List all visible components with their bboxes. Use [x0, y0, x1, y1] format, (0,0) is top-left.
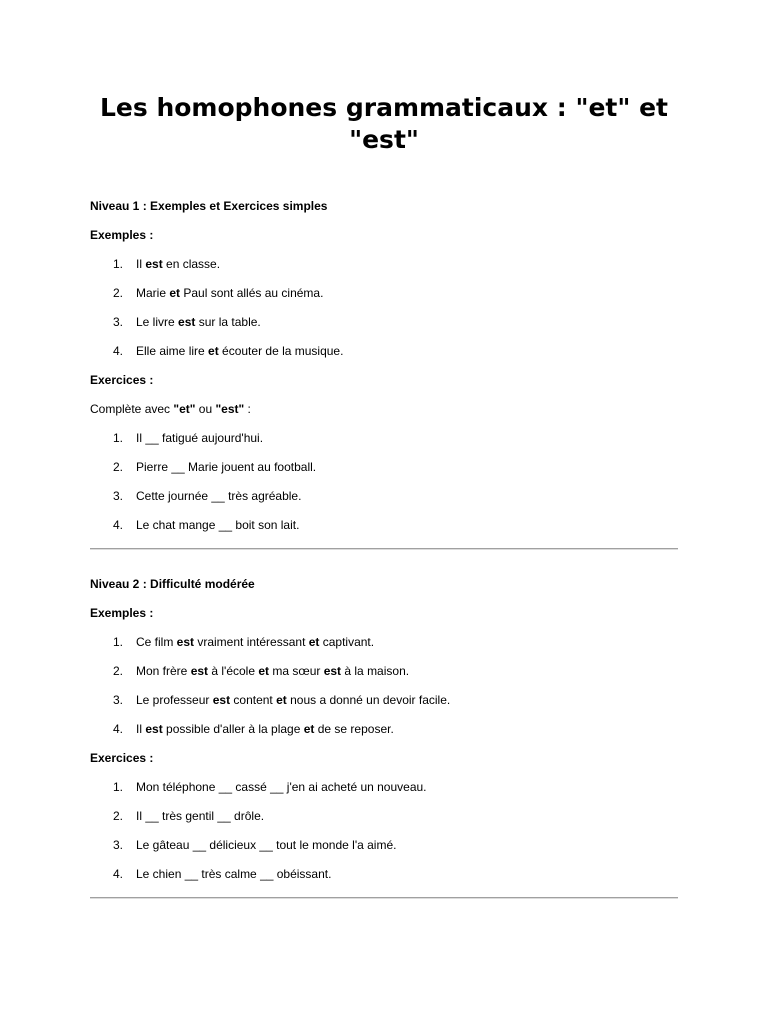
bold-keyword: et	[303, 722, 315, 736]
text-segment: ma sœur	[269, 664, 324, 678]
bold-keyword: "est"	[215, 402, 245, 416]
text-segment: Il	[136, 257, 146, 271]
item-number: 4.	[112, 867, 123, 881]
text-segment: à l'école	[208, 664, 259, 678]
item-text	[136, 257, 220, 271]
item-text	[136, 809, 264, 823]
item-text	[136, 431, 263, 445]
text-segment: Marie	[136, 286, 170, 300]
item-number: 2.	[112, 286, 123, 300]
bold-keyword: et	[308, 635, 320, 649]
text-segment: captivant.	[319, 635, 375, 649]
text-segment: Complète avec	[90, 402, 174, 416]
text-segment: écouter de la musique.	[218, 344, 344, 358]
text-segment: possible d'aller à la plage	[162, 722, 304, 736]
bold-keyword: et	[208, 344, 219, 358]
item-number: 4.	[112, 344, 123, 358]
exercise-item	[90, 482, 678, 511]
item-text	[136, 489, 301, 503]
example-item	[90, 337, 678, 366]
bold-keyword: et	[258, 664, 270, 678]
bold-keyword: est	[190, 664, 209, 678]
text-segment: Il __ très gentil __ drôle.	[136, 809, 265, 823]
example-item	[90, 308, 678, 337]
item-number: 2.	[112, 664, 123, 678]
item-text	[136, 693, 450, 707]
section-heading: Niveau 1 : Exemples et Exercices simples	[90, 199, 328, 213]
text-segment: Le livre	[136, 315, 179, 329]
item-text	[136, 286, 323, 300]
level-section	[90, 570, 678, 899]
text-segment: vraiment intéressant	[194, 635, 309, 649]
level-section	[90, 192, 678, 550]
bold-keyword: est	[145, 722, 163, 736]
item-number: 4.	[112, 518, 123, 532]
item-number: 1.	[112, 431, 123, 445]
item-number: 3.	[112, 315, 123, 329]
examples-label: Exemples :	[90, 228, 154, 242]
examples-list	[90, 250, 678, 366]
exercise-item	[90, 424, 678, 453]
section-divider	[90, 897, 678, 899]
document-body	[90, 192, 678, 919]
text-segment: ou	[195, 402, 216, 416]
document-title: Les homophones grammaticaux : "et" et "est"	[99, 93, 669, 154]
bold-keyword: "et"	[173, 402, 196, 416]
text-segment: Pierre __ Marie jouent au football.	[136, 460, 317, 474]
example-item	[90, 279, 678, 308]
exercises-list	[90, 424, 678, 540]
exercises-label: Exercices :	[90, 751, 154, 765]
item-number: 3.	[112, 489, 123, 503]
exercise-item	[90, 511, 678, 540]
item-text	[136, 460, 316, 474]
examples-label: Exemples :	[90, 606, 154, 620]
text-segment: Elle aime lire	[136, 344, 209, 358]
bold-keyword: est	[145, 257, 163, 271]
item-number: 3.	[112, 838, 123, 852]
item-number: 1.	[112, 780, 123, 794]
example-item	[90, 686, 678, 715]
item-text	[136, 315, 261, 329]
text-segment: Mon téléphone __ cassé __ j'en ai acheté un nouveau.	[136, 780, 427, 794]
bold-keyword: et	[169, 286, 181, 300]
item-text	[136, 635, 374, 649]
item-number: 4.	[112, 722, 123, 736]
text-segment: en classe.	[162, 257, 221, 271]
item-number: 3.	[112, 693, 123, 707]
text-segment: Le gâteau __ délicieux __ tout le monde l'a aimé.	[136, 838, 397, 852]
text-segment: Il	[136, 722, 146, 736]
text-segment: :	[244, 402, 251, 416]
bold-keyword: est	[178, 315, 196, 329]
item-text	[136, 344, 343, 358]
text-segment: Paul sont allés au cinéma.	[180, 286, 324, 300]
item-text	[136, 867, 331, 881]
item-text	[136, 664, 409, 678]
text-segment: Le chien __ très calme __ obéissant.	[136, 867, 332, 881]
item-number: 1.	[112, 257, 123, 271]
exercises-instruction	[90, 395, 678, 424]
section-divider	[90, 548, 678, 550]
exercises-list	[90, 773, 678, 889]
item-text	[136, 518, 299, 532]
item-text	[136, 780, 427, 794]
text-segment: nous a donné un devoir facile.	[286, 693, 451, 707]
item-text	[136, 838, 396, 852]
bold-keyword: est	[323, 664, 342, 678]
exercise-item	[90, 831, 678, 860]
bold-keyword: est	[212, 693, 231, 707]
text-segment: Il __ fatigué aujourd'hui.	[136, 431, 264, 445]
text-segment: Le chat mange __ boit son lait.	[136, 518, 300, 532]
text-segment: sur la table.	[195, 315, 261, 329]
item-number: 1.	[112, 635, 123, 649]
item-number: 2.	[112, 809, 123, 823]
exercise-item	[90, 773, 678, 802]
example-item	[90, 657, 678, 686]
exercise-item	[90, 802, 678, 831]
text-segment: Ce film	[136, 635, 177, 649]
bold-keyword: et	[276, 693, 287, 707]
example-item	[90, 715, 678, 744]
exercise-item	[90, 453, 678, 482]
bold-keyword: est	[176, 635, 195, 649]
text-segment: content	[230, 693, 277, 707]
exercise-item	[90, 860, 678, 889]
text-segment: à la maison.	[341, 664, 410, 678]
example-item	[90, 628, 678, 657]
text-segment: de se reposer.	[314, 722, 394, 736]
item-text	[136, 722, 394, 736]
examples-list	[90, 628, 678, 744]
item-number: 2.	[112, 460, 123, 474]
exercises-label: Exercices :	[90, 373, 154, 387]
text-segment: Mon frère	[136, 664, 191, 678]
text-segment: Le professeur	[136, 693, 213, 707]
text-segment: Cette journée __ très agréable.	[136, 489, 302, 503]
example-item	[90, 250, 678, 279]
section-heading: Niveau 2 : Difficulté modérée	[90, 577, 255, 591]
